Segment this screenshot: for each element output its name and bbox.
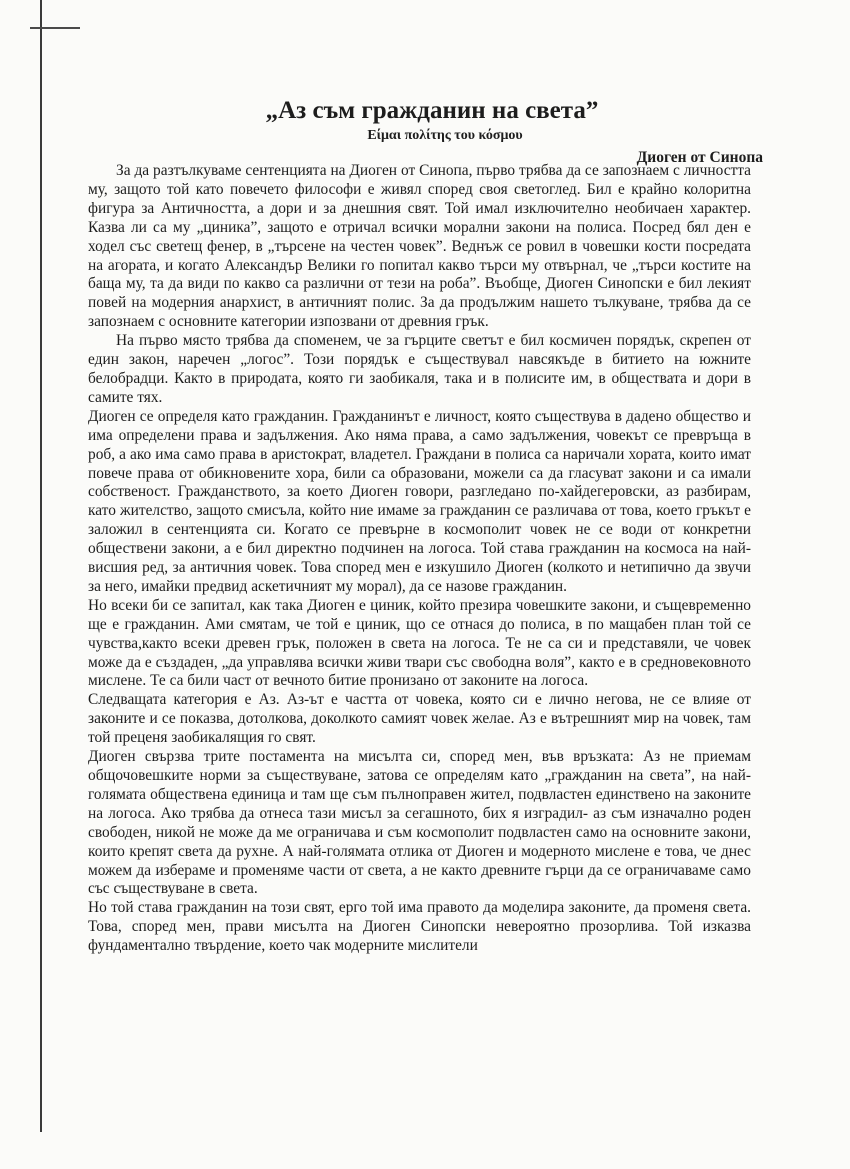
paragraph-citizen: Диоген се определя като гражданин. Гражданинът е личност, която съществува в дадено общество и има определени права и задължения. Ако няма права, а само задължения, човекът се превръща в роб, а ако има само права в аристократ, владетел. Граждани в полиса са наричали хората, които имат повече права от обикновените хора, били са образовани, можели са да гласуват закони и са имали собственост. Гражданството, за което Диоген говори, разгледано по-хайдегеровски, аз разбирам, като жителство, защото смисъла, който ние имаме за гражданин се различава от това, което гръкът е заложил в сентенцията си. Когато се превърне в космополит човек не се води от конкретни обществени закони, а е бил директно подчинен на логоса. Той става гражданин на космоса на най-висшия ред, за античния човек. Това според мен е изкушило Диоген (колкото и нетипично да звучи за него, имайки предвид аскетичният му морал), да се назове гражданин. [88, 407, 751, 595]
left-margin-line [40, 0, 42, 1132]
paragraph-self: Следващата категория е Аз. Аз-ът е частта от човека, която си е лично негова, не се влияе от законите и се показва, дотолкова, доколкото самият човек желае. Аз е вътрешният мир на човек, там той преценя заобикалящия го свят. [88, 691, 751, 747]
essay-subtitle: Είμαι πολίτης του κόσμου [367, 128, 523, 143]
essay-body [88, 162, 751, 956]
paragraph-conclusion: Но той става гражданин на този свят, ерго той има правото да моделира законите, да променя света. Това, според мен, прави мисълта на Диоген Синопски невероятно прозорлива. Той изказва фундаментално твърдение, което чак модерните мислители [88, 899, 751, 955]
quote-author: Диоген от Синопа [636, 149, 763, 166]
paragraph-synthesis: Диоген свързва трите постамента на мисълта си, според мен, във връзката: Аз не приемам общочовешките норми за съществуване, затова се определям като „гражданин на света”, на най-голямата обществена единица и там ще съм пълноправен жител, подвластен единствено на законите на логоса. Ако трябва да отнеса тази мисъл за сегашното, бих я изградил- аз съм изначално роден свободен, никой не може да ме ограничава и съм космополит подвластен само на основните закони, които крепят света да рухне. А най-голямата отлика от Диоген и модерното мислене е това, че днес можем да избераме и променяме части от света, а не както древните гърци да се ограничаваме само със съществуване в света. [88, 748, 751, 898]
paragraph-cynic: Но всеки би се запитал, как така Диоген е циник, който презира човешките закони, и същевременно ще е гражданин. Ами смятам, че той е циник, що се отнася до полиса, в по мащабен план той се чувства,както всеки древен грък, положен в света на логоса. Те не са си и представяли, че човек може да е създаден, „да управлява всички живи твари със свободна воля”, както е в средновековното мислене. Те са били част от вечното битие пронизано от законите на логоса. [88, 596, 751, 690]
paragraph-logos: На първо място трябва да споменем, че за гърците светът е бил космичен порядък, скрепен от един закон, наречен „логос”. Този порядък е съществувал навсякъде в битието на южните белобрадци. Както в природата, която ги заобикаля, така и в полисите им, в обществата и дори в самите тях. [88, 332, 751, 406]
paragraph-intro: За да разтълкуваме сентенцията на Диоген от Синопа, първо трябва да се запознаем с личността му, защото той като повечето философи е живял според своя светоглед. Бил е крайно колоритна фигура за Античността, а дори и за днешния свят. Той имал изключително необичаен характер. Казва ли са му „циника”, защото е отричал всички морални закони на полиса. Посред бял ден е ходел със светещ фенер, в „търсене на честен човек”. Веднъж се ровил в човешки кости посредата на агората, и когато Александър Велики го попитал какво търси му отвърнал, че „търси костите на баща му, та да види по какво са различни от тези на роба”. Въобще, Диоген Синопски е бил лекият повей на модерния анархист, в античният полис. За да продължим нашето тълкуване, трябва да се запознаем с основните категории изпозвани от древния грък. [88, 162, 751, 331]
essay-title: „Аз съм гражданин на света” [265, 97, 599, 124]
margin-tick-mark [30, 27, 80, 29]
